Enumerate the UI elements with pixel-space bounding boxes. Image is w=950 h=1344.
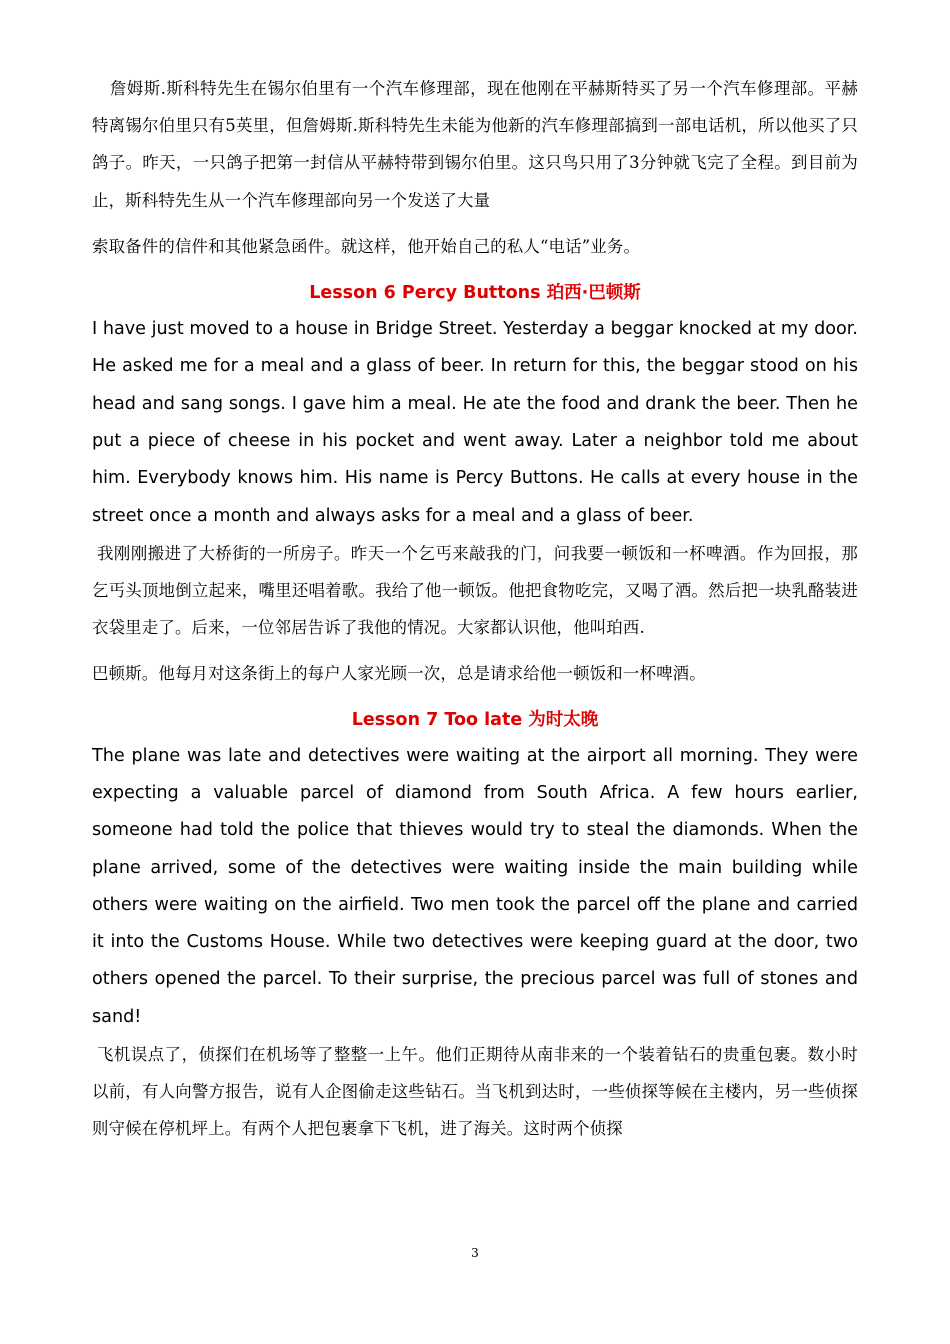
lesson7-heading: Lesson 7 Too late 为时太晚 xyxy=(351,709,599,730)
lesson6-chinese-last-line: 巴顿斯。他每月对这条街上的每户人家光顾一次，总是请求给他一顿饭和一杯啤酒。 xyxy=(92,664,706,684)
lesson7-english-text: The plane was late and detectives were waiting at the airport all morning. They were expecting a valuable parcel of diamond from South Africa. A few hours earlier, someone had told the police that thieves would try to steal the diamonds. When the plane arrived, some of the detectives were waiting inside the main building while others were waiting on the airfield. Two men took the parcel off the plane and carried it into the Customs House. While two detectives were keeping guard at the door, two others opened the parcel. To their surprise, the precious parcel was full of stones and sand! xyxy=(92,745,858,1027)
page-number: 3 xyxy=(471,1246,479,1260)
document-page xyxy=(92,70,858,1148)
lesson6-chinese-paragraph: 我刚刚搬进了大桥街的一所房子。昨天一个乞丐来敲我的门，问我要一顿饭和一杯啤酒。作为回报，那乞丐头顶地倒立起来，嘴里还唱着歌。我给了他一顿饭。他把食物吃完，又喝了酒。然后把一块乳酪装进衣袋里走了。后来，一位邻居告诉了我他的情况。大家都认识他，他叫珀西. xyxy=(92,543,858,638)
lesson6-heading: Lesson 6 Percy Buttons 珀西·巴顿斯 xyxy=(309,283,641,304)
lesson6-english-text: I have just moved to a house in Bridge Street. Yesterday a beggar knocked at my door. He asked me for a meal and a glass of beer. In return for this, the beggar stood on his head and sang songs. I gave him a meal. He ate the food and drank the beer. Then he put a piece of cheese in his pocket and went away. Later a neighbor told me about him. Everybody knows him. His name is Percy Buttons. He calls at every house in the street once a month and always asks for a meal and a glass of beer. xyxy=(92,319,858,526)
lesson5-chinese-paragraph: 詹姆斯.斯科特先生在锡尔伯里有一个汽车修理部，现在他刚在平赫斯特买了另一个汽车修理部。平赫特离锡尔伯里只有5英里，但詹姆斯.斯科特先生未能为他新的汽车修理部搞到一部电话机，所以他买了只鸽子。昨天，一只鸽子把第一封信从平赫特带到锡尔伯里。这只鸟只用了3分钟就飞完了全程。到目前为止，斯科特先生从一个汽车修理部向另一个发送了大量 xyxy=(92,79,858,210)
lesson7-chinese-paragraph: 飞机误点了，侦探们在机场等了整整一上午。他们正期待从南非来的一个装着钻石的贵重包裹。数小时以前，有人向警方报告，说有人企图偷走这些钻石。当飞机到达时，一些侦探等候在主楼内，另一些侦探则守候在停机坪上。有两个人把包裹拿下飞机，进了海关。这时两个侦探 xyxy=(92,1044,858,1139)
lesson5-chinese-last-line: 索取备件的信件和其他紧急函件。就这样，他开始自己的私人“电话”业务。 xyxy=(92,236,641,256)
